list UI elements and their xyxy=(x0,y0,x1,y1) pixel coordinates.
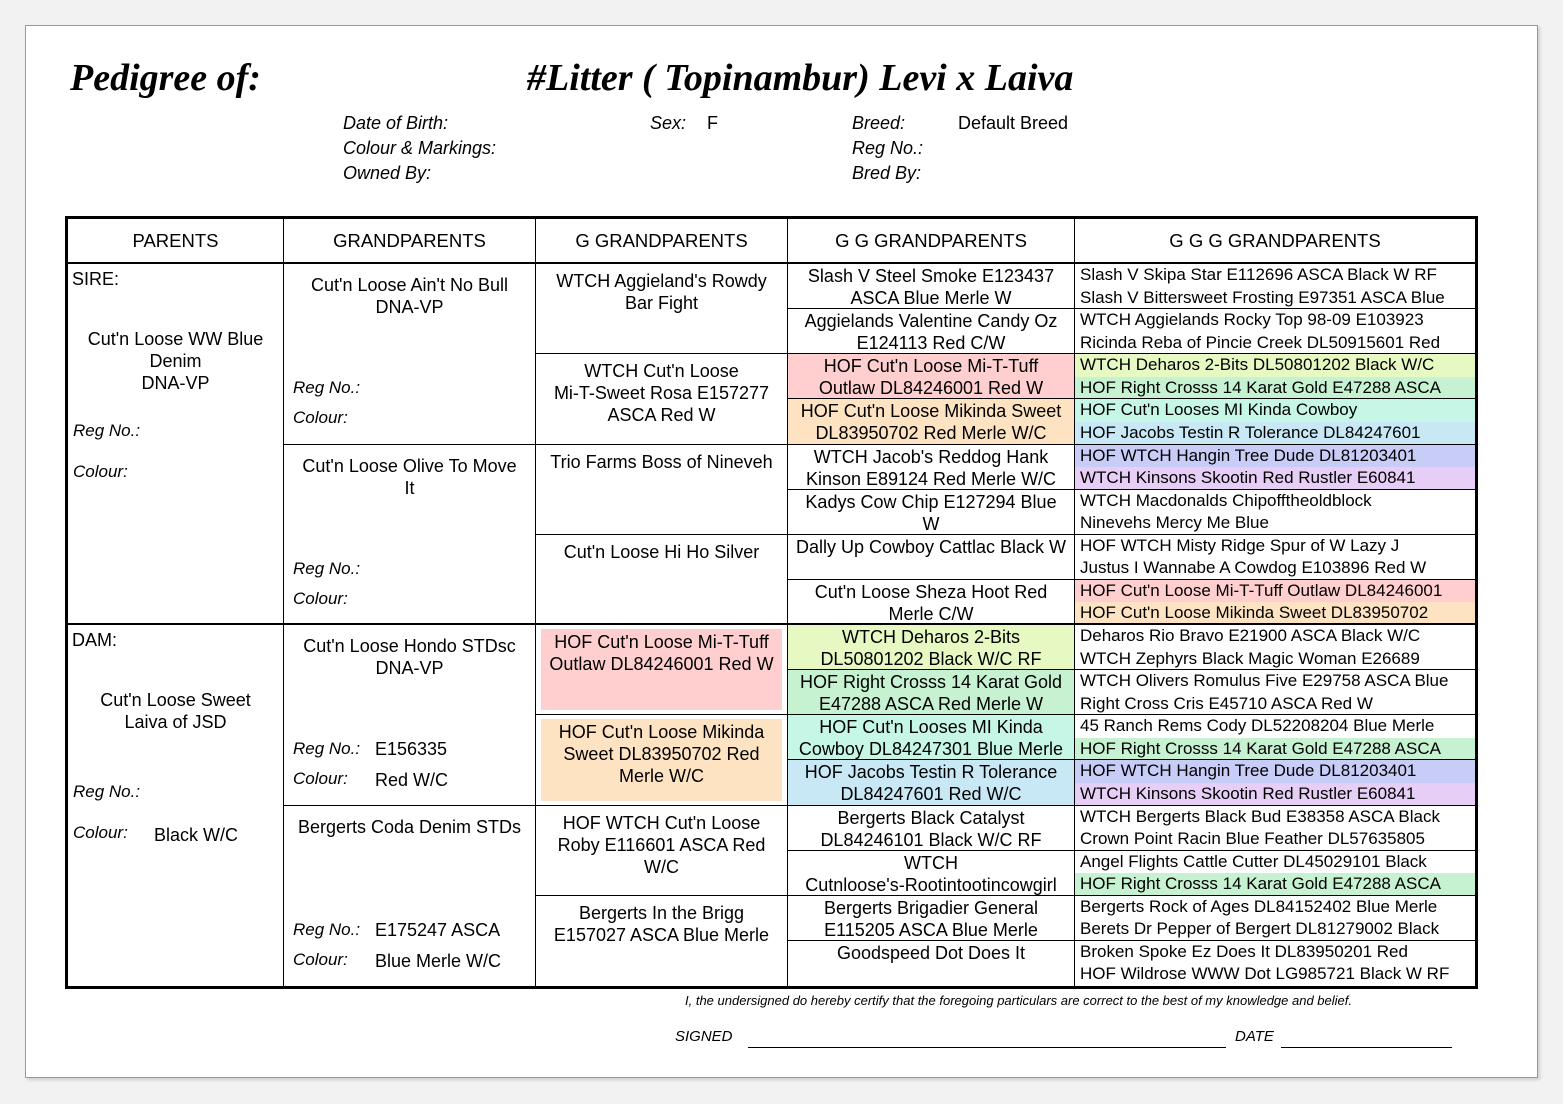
ggg-grandparent-name: HOF WTCH Hangin Tree Dude DL81203401 xyxy=(1080,445,1417,465)
ggg-grandparent-name: Berets Dr Pepper of Bergert DL81279002 Black xyxy=(1080,919,1440,939)
sire-name-line: Cut'n Loose WW Blue xyxy=(87,329,264,349)
column-header: GRANDPARENTS xyxy=(284,219,536,264)
ggg-grandparent-name: WTCH Deharos 2-Bits DL50801202 Black W/C xyxy=(1080,355,1435,375)
gg-grandparent-name-line: ASCA Blue Merle W xyxy=(850,288,1012,308)
ggg-grandparent-cell xyxy=(1075,535,1475,558)
pedigree-table xyxy=(65,216,1478,989)
gg-grandparent-cell xyxy=(788,490,1075,535)
g-grandparent-cell xyxy=(536,715,788,805)
reg-no-label: Reg No.: xyxy=(293,378,361,397)
reg-no-label: Reg No.: xyxy=(293,558,361,578)
title-prefix: Pedigree of: xyxy=(70,57,261,99)
gg-grandparent-name-line: E47288 ASCA Red Merle W xyxy=(818,694,1044,715)
ggg-grandparent-name: WTCH Bergerts Black Bud E38358 ASCA Black xyxy=(1080,806,1440,826)
ggg-grandparent-name: HOF WTCH Hangin Tree Dude DL81203401 xyxy=(1080,761,1417,781)
ggg-grandparent-name: WTCH Macdonalds Chipofftheoldblock xyxy=(1080,490,1372,510)
ggg-grandparent-name: WTCH Kinsons Skootin Red Rustler E60841 xyxy=(1080,468,1416,488)
grandparent-colour-value: Red W/C xyxy=(375,770,449,790)
gg-grandparent-cell xyxy=(788,354,1075,399)
colour-label: Colour: xyxy=(293,588,348,608)
owned-by-label: Owned By: xyxy=(343,163,432,183)
ggg-grandparent-cell xyxy=(1075,287,1475,310)
grandparent-name-line: Cut'n Loose Hondo STDsc xyxy=(303,636,516,656)
gg-grandparent-name-line: Bergerts Black Catalyst xyxy=(837,807,1025,828)
ggg-grandparent-cell xyxy=(1075,760,1475,783)
gg-grandparent-name-line: Slash V Steel Smoke E123437 xyxy=(807,266,1055,286)
grandparent-name-line: It xyxy=(404,477,415,498)
g-grandparent-name-line: ASCA Red W xyxy=(607,405,716,426)
ggg-grandparent-cell xyxy=(1075,557,1475,580)
sex-value: F xyxy=(707,113,718,133)
ggg-grandparent-cell xyxy=(1075,512,1475,535)
g-grandparent-name-line: E157027 ASCA Blue Merle xyxy=(553,924,770,945)
gg-grandparent-name-line: DL83950702 Red Merle W/C xyxy=(815,423,1047,444)
ggg-grandparent-cell xyxy=(1075,851,1475,874)
date-line[interactable] xyxy=(1281,1047,1452,1048)
ggg-grandparent-cell xyxy=(1075,896,1475,919)
ggg-grandparent-name: HOF Right Crosss 14 Karat Gold E47288 ASCA xyxy=(1080,738,1441,758)
column-header: G G G GRANDPARENTS xyxy=(1075,219,1475,264)
gg-grandparent-name-line: WTCH xyxy=(904,852,958,873)
gg-grandparent-cell xyxy=(788,399,1075,444)
gg-grandparent-name-line: Cowboy DL84247301 Blue Merle xyxy=(798,739,1064,760)
ggg-grandparent-cell xyxy=(1075,580,1475,603)
ggg-grandparent-cell xyxy=(1075,873,1475,896)
ggg-grandparent-cell xyxy=(1075,918,1475,941)
gg-grandparent-cell xyxy=(788,309,1075,354)
dam-cell xyxy=(68,625,284,986)
ggg-grandparent-name: HOF WTCH Misty Ridge Spur of W Lazy J xyxy=(1080,535,1400,555)
gg-grandparent-cell xyxy=(788,445,1075,490)
gg-grandparent-cell xyxy=(788,941,1075,986)
ggg-grandparent-name: Slash V Skipa Star E112696 ASCA Black W RF xyxy=(1080,265,1437,284)
ggg-grandparent-name: Ricinda Reba of Pincie Creek DL50915601 Red xyxy=(1080,332,1441,352)
gg-grandparent-name-line: E115205 ASCA Blue Merle xyxy=(824,919,1038,940)
certification-text: I, the undersigned do hereby certify that the foregoing particulars are correct to the best of my knowledge and belief. xyxy=(685,993,1352,1008)
colour-label: Colour: xyxy=(73,462,128,481)
colour-label: Colour: xyxy=(293,769,348,788)
ggg-grandparent-name: Bergerts Rock of Ages DL84152402 Blue Merle xyxy=(1080,896,1438,916)
bred-by-label: Bred By: xyxy=(852,163,922,183)
reg-no-label: Reg No.: xyxy=(852,138,924,158)
gg-grandparent-name-line: HOF Right Crosss 14 Karat Gold xyxy=(799,672,1063,693)
dob-label: Date of Birth: xyxy=(343,113,449,133)
breed-label: Breed: xyxy=(852,113,906,133)
colour-markings-label: Colour & Markings: xyxy=(343,138,497,158)
column-header: G G GRANDPARENTS xyxy=(788,219,1075,264)
ggg-grandparent-name: Justus I Wannabe A Cowdog E103896 Red W xyxy=(1080,558,1427,578)
g-grandparent-cell xyxy=(536,896,788,986)
gg-grandparent-name-line: Merle C/W xyxy=(888,603,974,624)
ggg-grandparent-cell xyxy=(1075,963,1475,986)
ggg-grandparent-name: Right Cross Cris E45710 ASCA Red W xyxy=(1080,693,1373,713)
ggg-grandparent-cell xyxy=(1075,467,1475,490)
g-grandparent-name-line: Mi-T-Sweet Rosa E157277 xyxy=(553,383,770,404)
ggg-grandparent-name: HOF Right Crosss 14 Karat Gold E47288 ASCA xyxy=(1080,377,1441,397)
sire-name-line: Denim xyxy=(149,351,202,371)
ggg-grandparent-cell xyxy=(1075,309,1475,332)
gg-grandparent-cell xyxy=(788,670,1075,715)
ggg-grandparent-cell xyxy=(1075,332,1475,355)
ggg-grandparent-cell xyxy=(1075,377,1475,400)
g-grandparent-name-line: Roby E116601 ASCA Red xyxy=(557,834,766,855)
gg-grandparent-name-line: HOF Cut'n Looses MI Kinda xyxy=(819,717,1043,738)
page-title: #Litter ( Topinambur) Levi x Laiva xyxy=(527,57,1074,99)
signature-line[interactable] xyxy=(748,1047,1226,1048)
grandparent-colour-value: Blue Merle W/C xyxy=(375,950,502,971)
ggg-grandparent-name: Slash V Bittersweet Frosting E97351 ASCA Blue xyxy=(1080,287,1445,307)
ggg-grandparent-cell xyxy=(1075,490,1475,513)
g-grandparent-name-line: Sweet DL83950702 Red xyxy=(563,744,760,765)
gg-grandparent-name-line: WTCH Deharos 2-Bits xyxy=(841,627,1021,647)
g-grandparent-cell xyxy=(536,264,788,354)
ggg-grandparent-name: HOF Cut'n Loose Mikinda Sweet DL83950702 xyxy=(1080,603,1429,623)
reg-no-label: Reg No.: xyxy=(73,421,141,440)
grandparent-name-line: DNA-VP xyxy=(375,658,444,678)
gg-grandparent-name-line: Goodspeed Dot Does It xyxy=(836,942,1026,963)
g-grandparent-cell xyxy=(536,445,788,535)
grandparent-cell xyxy=(284,264,536,445)
g-grandparent-cell xyxy=(536,535,788,625)
g-grandparent-name-line: Bergerts In the Brigg xyxy=(578,902,745,923)
gg-grandparent-name-line: DL84247601 Red W/C xyxy=(840,784,1022,805)
ggg-grandparent-cell xyxy=(1075,783,1475,806)
gg-grandparent-cell xyxy=(788,896,1075,941)
reg-no-label: Reg No.: xyxy=(293,919,361,939)
gg-grandparent-cell xyxy=(788,264,1075,309)
ggg-grandparent-name: WTCH Kinsons Skootin Red Rustler E60841 xyxy=(1080,783,1416,803)
g-grandparent-cell xyxy=(536,354,788,444)
ggg-grandparent-cell xyxy=(1075,422,1475,445)
sire-label: SIRE: xyxy=(72,269,120,289)
dam-colour-value: Black W/C xyxy=(154,825,239,845)
g-grandparent-name-line: Trio Farms Boss of Nineveh xyxy=(550,451,773,472)
ggg-grandparent-cell xyxy=(1075,399,1475,422)
ggg-grandparent-cell xyxy=(1075,625,1475,648)
g-grandparent-name-line: W/C xyxy=(644,856,679,877)
ggg-grandparent-cell xyxy=(1075,648,1475,671)
gg-grandparent-cell xyxy=(788,806,1075,851)
ggg-grandparent-cell xyxy=(1075,738,1475,761)
grandparent-reg-value: E156335 xyxy=(375,739,448,759)
gg-grandparent-name-line: DL84246101 Black W/C RF xyxy=(820,829,1042,850)
grandparent-cell xyxy=(284,806,536,987)
g-grandparent-name-line: HOF WTCH Cut'n Loose xyxy=(562,812,761,833)
gg-grandparent-name-line: Bergerts Brigadier General xyxy=(823,897,1039,918)
grandparent-cell xyxy=(284,445,536,626)
gg-grandparent-name-line: WTCH Jacob's Reddog Hank xyxy=(813,446,1049,467)
dam-name-line: Cut'n Loose Sweet xyxy=(100,690,251,710)
g-grandparent-name-line: HOF Cut'n Loose Mi-T-Tuff xyxy=(554,632,769,652)
dam-name-line: Laiva of JSD xyxy=(124,712,227,732)
ggg-grandparent-name: WTCH Olivers Romulus Five E29758 ASCA Blue xyxy=(1080,671,1449,691)
ggg-grandparent-cell xyxy=(1075,941,1475,964)
gg-grandparent-name-line: Aggielands Valentine Candy Oz xyxy=(804,311,1058,332)
g-grandparent-name-line: Bar Fight xyxy=(624,293,699,313)
ggg-grandparent-name: Deharos Rio Bravo E21900 ASCA Black W/C xyxy=(1080,626,1421,645)
gg-grandparent-name-line: HOF Jacobs Testin R Tolerance xyxy=(804,762,1058,783)
ggg-grandparent-cell xyxy=(1075,806,1475,829)
breed-value: Default Breed xyxy=(958,113,1069,133)
g-grandparent-name-line: WTCH Aggieland's Rowdy xyxy=(556,271,767,291)
g-grandparent-cell xyxy=(536,806,788,896)
ggg-grandparent-name: Ninevehs Mercy Me Blue xyxy=(1080,513,1269,533)
ggg-grandparent-cell xyxy=(1075,354,1475,377)
ggg-grandparent-name: Broken Spoke Ez Does It DL83950201 Red xyxy=(1080,941,1408,961)
ggg-grandparent-cell xyxy=(1075,445,1475,468)
ggg-grandparent-name: HOF Right Crosss 14 Karat Gold E47288 ASCA xyxy=(1080,874,1441,894)
ggg-grandparent-cell xyxy=(1075,693,1475,716)
grandparent-cell xyxy=(284,625,536,806)
signed-label: SIGNED xyxy=(675,1028,733,1045)
gg-grandparent-name-line: Cutnloose's-Rootintootincowgirl xyxy=(805,874,1057,895)
reg-no-label: Reg No.: xyxy=(73,782,141,801)
gg-grandparent-cell xyxy=(788,760,1075,805)
gg-grandparent-name-line: Outlaw DL84246001 Red W xyxy=(818,378,1044,399)
gg-grandparent-name-line: Dally Up Cowboy Cattlac Black W xyxy=(795,536,1067,557)
g-grandparent-name-line: Cut'n Loose Hi Ho Silver xyxy=(563,541,760,562)
gg-grandparent-cell xyxy=(788,715,1075,760)
reg-no-label: Reg No.: xyxy=(293,739,361,758)
g-grandparent-name-line: Outlaw DL84246001 Red W xyxy=(549,654,774,674)
column-header: PARENTS xyxy=(68,219,284,264)
gg-grandparent-name-line: Cut'n Loose Sheza Hoot Red xyxy=(814,581,1048,602)
grandparent-name-line: DNA-VP xyxy=(375,297,444,317)
colour-label: Colour: xyxy=(73,823,128,842)
colour-label: Colour: xyxy=(293,408,348,427)
g-grandparent-name-line: HOF Cut'n Loose Mikinda xyxy=(558,722,765,743)
sex-label: Sex: xyxy=(650,113,687,133)
grandparent-name-line: Cut'n Loose Ain't No Bull xyxy=(311,275,508,295)
gg-grandparent-cell xyxy=(788,625,1075,670)
ggg-grandparent-name: Angel Flights Cattle Cutter DL45029101 Black xyxy=(1080,851,1427,871)
ggg-grandparent-cell xyxy=(1075,715,1475,738)
gg-grandparent-cell xyxy=(788,580,1075,625)
sire-name-line: DNA-VP xyxy=(141,373,210,393)
date-label: DATE xyxy=(1235,1028,1274,1045)
ggg-grandparent-name: HOF Wildrose WWW Dot LG985721 Black W RF xyxy=(1080,964,1450,984)
gg-grandparent-name-line: E124113 Red C/W xyxy=(856,333,1006,354)
ggg-grandparent-name: 45 Ranch Rems Cody DL52208204 Blue Merle xyxy=(1080,716,1435,736)
column-header: G GRANDPARENTS xyxy=(536,219,788,264)
ggg-grandparent-name: Crown Point Racin Blue Feather DL57635805 xyxy=(1080,829,1425,849)
ggg-grandparent-cell xyxy=(1075,264,1475,287)
grandparent-name-line: Bergerts Coda Denim STDs xyxy=(297,816,522,837)
gg-grandparent-name-line: HOF Cut'n Loose Mi-T-Tuff xyxy=(823,356,1039,377)
ggg-grandparent-name: HOF Jacobs Testin R Tolerance DL84247601 xyxy=(1080,422,1421,442)
ggg-grandparent-name: WTCH Zephyrs Black Magic Woman E26689 xyxy=(1080,648,1420,668)
sire-cell xyxy=(68,264,284,625)
ggg-grandparent-cell xyxy=(1075,602,1475,625)
dam-label: DAM: xyxy=(72,630,117,650)
ggg-grandparent-name: HOF Cut'n Looses MI Kinda Cowboy xyxy=(1080,400,1358,420)
gg-grandparent-name-line: Kadys Cow Chip E127294 Blue xyxy=(805,491,1057,512)
grandparent-reg-value: E175247 ASCA xyxy=(375,919,501,940)
gg-grandparent-cell xyxy=(788,851,1075,896)
g-grandparent-name-line: Merle W/C xyxy=(619,766,704,787)
ggg-grandparent-cell xyxy=(1075,670,1475,693)
colour-label: Colour: xyxy=(293,949,348,969)
g-grandparent-name-line: WTCH Cut'n Loose xyxy=(584,361,739,382)
ggg-grandparent-name: HOF Cut'n Loose Mi-T-Tuff Outlaw DL84246001 xyxy=(1080,580,1443,600)
gg-grandparent-name-line: Kinson E89124 Red Merle W/C xyxy=(805,468,1057,489)
gg-grandparent-name-line: HOF Cut'n Loose Mikinda Sweet xyxy=(800,401,1062,422)
ggg-grandparent-cell xyxy=(1075,828,1475,851)
ggg-grandparent-name: WTCH Aggielands Rocky Top 98-09 E103923 xyxy=(1080,310,1424,330)
grandparent-name-line: Cut'n Loose Olive To Move xyxy=(302,455,517,476)
g-grandparent-cell xyxy=(536,625,788,715)
gg-grandparent-name-line: W xyxy=(922,513,940,534)
gg-grandparent-name-line: DL50801202 Black W/C RF xyxy=(820,649,1042,669)
gg-grandparent-cell xyxy=(788,535,1075,580)
